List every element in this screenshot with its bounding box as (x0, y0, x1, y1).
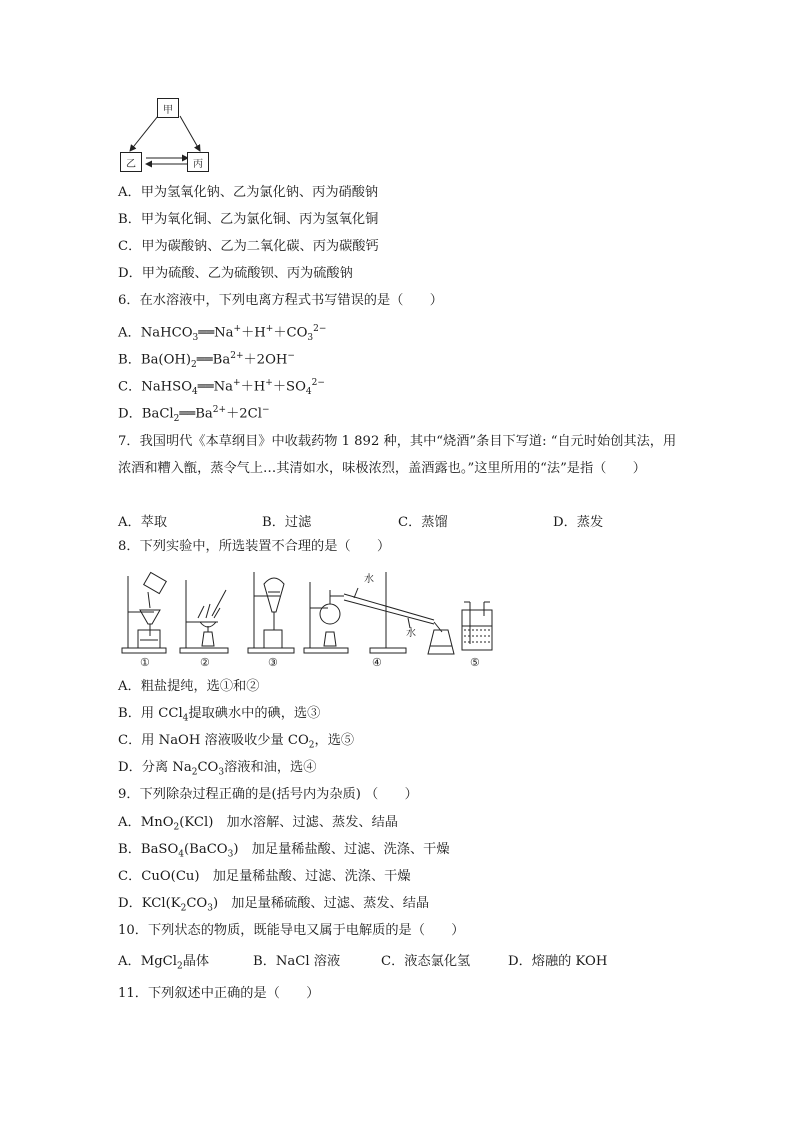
q10-option-b: B．NaCl 溶液 (253, 954, 341, 969)
q9-option-b: B．BaSO$_4$(BaCO$_3$) 加足量稀盐酸、过滤、洗涤、干燥 (118, 842, 450, 860)
q5-option-c: C．甲为碳酸钠、乙为二氧化碳、丙为碳酸钙 (118, 239, 379, 254)
q9-option-a: A．MnO$_2$(KCl) 加水溶解、过滤、蒸发、结晶 (118, 815, 398, 833)
q6-option-a: A．$NaHCO_3══Na^++H^++CO_3^{2-}$ (118, 324, 327, 344)
q10-option-c: C．液态氯化氢 (381, 954, 471, 969)
q10-option-a: A．MgCl$_2$晶体 (118, 954, 210, 972)
label-5: ⑤ (470, 656, 480, 669)
node-bing: 丙 (187, 152, 209, 172)
label-3: ③ (268, 656, 278, 669)
apparatus-filtration (122, 572, 166, 653)
apparatus-figure (118, 566, 498, 670)
q8-stem: 8．下列实验中，所选装置不合理的是（ ） (118, 539, 391, 554)
q6-option-d: D．$BaCl_2══Ba^{2+}+2Cl^-$ (118, 405, 270, 425)
water-label-bottom: 水 (406, 628, 416, 639)
q7-option-d: D．蒸发 (553, 515, 604, 530)
q8-option-b: B．用 CCl$_4$提取碘水中的碘，选③ (118, 706, 321, 724)
q7-stem: 7．我国明代《本草纲目》中收载药物 1 892 种，其中“烧酒”条目下写道: “自元时始创其法，用浓酒和糟入甑，蒸令气上…其清如水，味极浓烈，盖酒露也。”这里所用的“法”是指（ ） (118, 434, 677, 476)
q7-option-a: A．萃取 (118, 515, 168, 530)
q7-option-b: B．过滤 (262, 515, 312, 530)
q9-option-c: C．CuO(Cu) 加足量稀盐酸、过滤、洗涤、干燥 (118, 869, 411, 884)
label-2: ② (200, 656, 210, 669)
q8-option-d: D．分离 $Na_2CO_3$溶液和油，选④ (118, 760, 317, 778)
q10-stem: 10．下列状态的物质，既能导电又属于电解质的是（ ） (118, 923, 465, 938)
q9-stem: 9．下列除杂过程正确的是(括号内为杂质) （ ） (118, 787, 418, 802)
label-1: ① (140, 656, 150, 669)
q11-stem: 11．下列叙述中正确的是（ ） (118, 986, 320, 1001)
q9-option-d: D．$KCl(K_2CO_3)$ 加足量稀硫酸、过滤、蒸发、结晶 (118, 896, 430, 914)
q6-option-c: C．$NaHSO_4══Na^++H^++SO_4^{2-}$ (118, 378, 325, 398)
q5-option-d: D．甲为硫酸、乙为硫酸钡、丙为硫酸钠 (118, 266, 353, 281)
apparatus-gas-washing-bottle (462, 602, 492, 650)
q10-option-d: D．熔融的 KOH (508, 954, 608, 969)
apparatus-distillation (304, 572, 454, 654)
water-label-top: 水 (364, 574, 374, 585)
q8-option-c: C．用 NaOH 溶液吸收少量 $CO_2$，选⑤ (118, 733, 355, 751)
apparatus-separatory-funnel (248, 572, 294, 653)
q7-option-c: C．蒸馏 (398, 515, 448, 530)
q6-option-b: B．$Ba(OH)_2══Ba^{2+}+2OH^-$ (118, 351, 295, 371)
q8-option-a: A．粗盐提纯，选①和② (118, 679, 260, 694)
q6-stem: 6．在水溶液中，下列电离方程式书写错误的是（ ） (118, 293, 443, 308)
apparatus-evaporation (180, 580, 228, 653)
node-yi: 乙 (120, 152, 142, 172)
q5-option-a: A．甲为氢氧化钠、乙为氯化钠、丙为硝酸钠 (118, 185, 379, 200)
q5-option-b: B．甲为氧化铜、乙为氯化铜、丙为氢氧化铜 (118, 212, 379, 227)
label-4: ④ (372, 656, 382, 669)
node-jia: 甲 (157, 98, 179, 118)
